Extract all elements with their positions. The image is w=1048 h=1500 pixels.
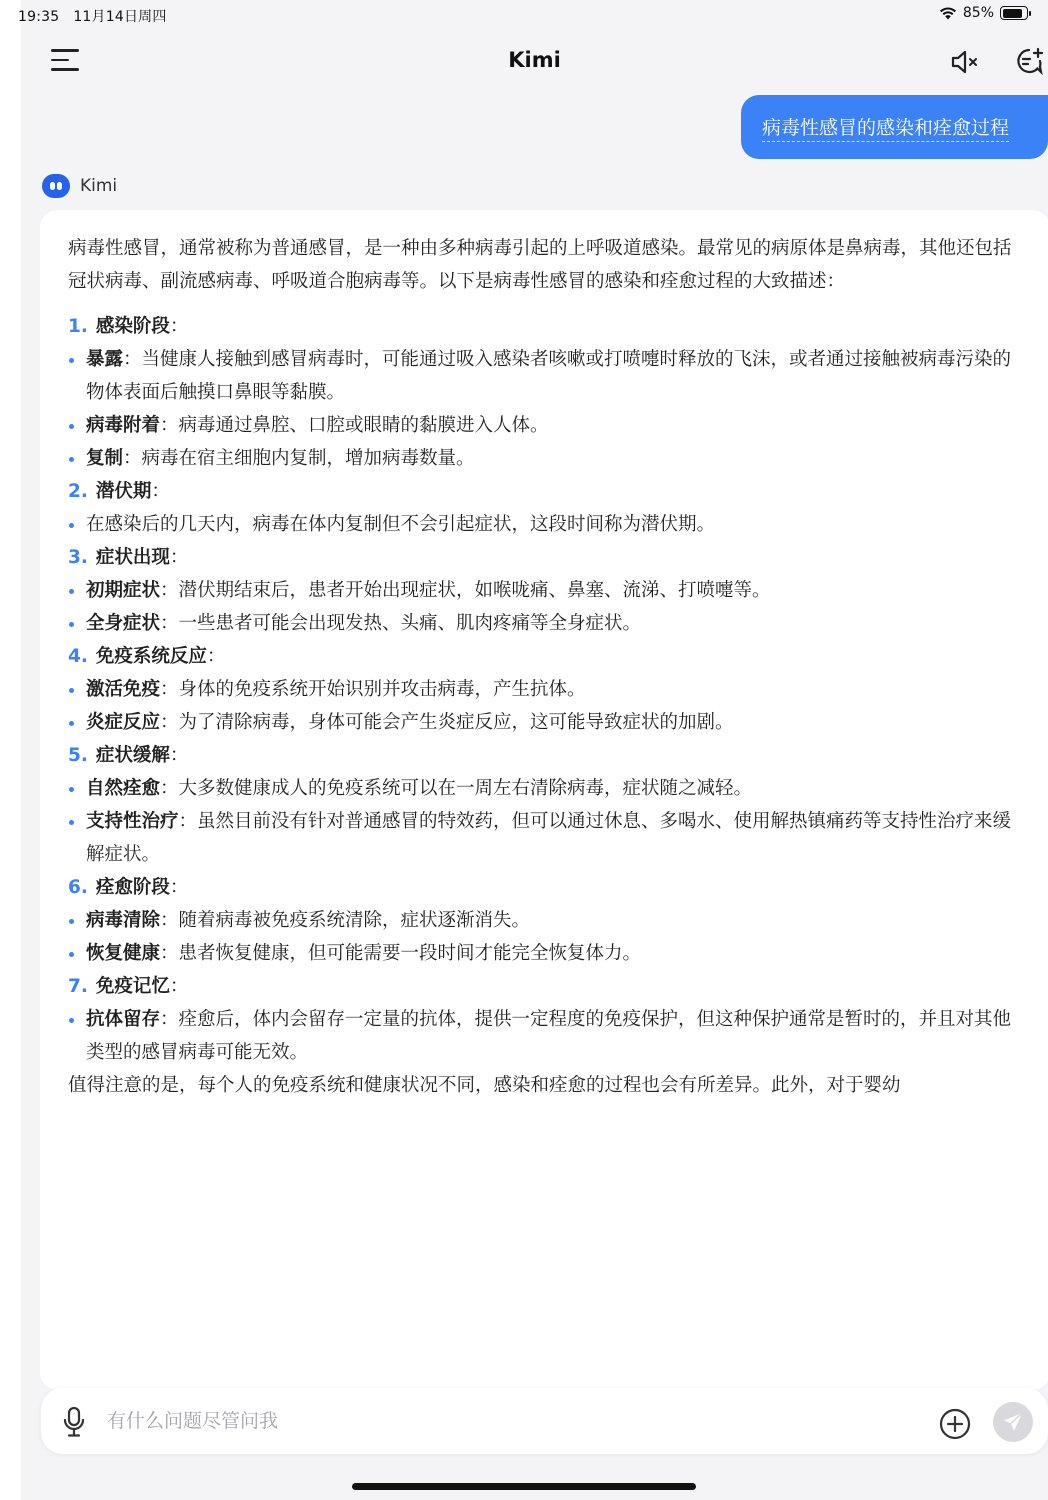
section-number: 2.: [68, 481, 88, 502]
bullet-text: 病毒通过鼻腔、口腔或眼睛的黏膜进入人体。: [178, 415, 549, 436]
battery-icon: [1000, 6, 1028, 20]
bullet-colon: ：: [160, 613, 179, 634]
section-title-text: 感染阶段: [95, 316, 170, 337]
section-colon: ：: [206, 646, 226, 667]
bullet-text: 一些患者可能会出现发热、头痛、肌肉疼痛等全身症状。: [178, 613, 642, 634]
bullet-term: 炎症反应: [86, 712, 161, 733]
bullet-text: 虽然目前没有针对普通感冒的特效药，但可以通过休息、多喝水、使用解热镇痛药等支持性治疗来缓解症状。: [86, 811, 1012, 865]
battery-fill: [1003, 9, 1023, 18]
section-title-text: 症状出现: [95, 547, 170, 568]
status-right: [939, 5, 1028, 21]
bullet-text: 潜伏期结束后，患者开始出现症状，如喉咙痛、鼻塞、流涕、打喷嚏等。: [178, 580, 771, 601]
bullet-item: [68, 805, 1023, 871]
bullet-term: 自然痊愈: [86, 778, 161, 799]
user-message-text: 病毒性感冒的感染和痊愈过程: [762, 117, 1009, 142]
section-number: 6.: [68, 877, 88, 898]
page-title: Kimi: [508, 48, 561, 72]
section-title: [68, 640, 1023, 673]
section-colon: ：: [151, 481, 170, 502]
section-title: [68, 970, 1023, 1003]
section-title: [68, 475, 1023, 508]
bullet-item: [68, 904, 1023, 937]
section-number: 5.: [68, 745, 88, 766]
top-navigation-bar: [21, 30, 1048, 92]
send-button[interactable]: [993, 1402, 1033, 1442]
bullet-term: 病毒附着: [86, 415, 161, 436]
bullet-colon: ：: [160, 910, 179, 931]
bullet-term: 抗体留存: [86, 1009, 161, 1030]
home-indicator: [352, 1483, 696, 1490]
answer-content: [68, 232, 1023, 1102]
section-number: 1.: [68, 316, 88, 337]
section-colon: ：: [169, 976, 189, 997]
section-title-text: 免疫系统反应: [95, 646, 207, 667]
bullet-colon: ：: [160, 712, 179, 733]
bullet-item: [68, 343, 1023, 409]
status-time: 19:35: [18, 9, 60, 25]
section-title: [68, 310, 1023, 343]
bullet-item: [68, 607, 1023, 640]
assistant-label: [42, 173, 117, 199]
chat-input-bar: [41, 1388, 1048, 1454]
bullet-colon: ：: [160, 679, 179, 700]
bullet-item: [68, 772, 1023, 805]
bullet-colon: ：: [178, 811, 198, 832]
bullet-text: 病毒在宿主细胞内复制，增加病毒数量。: [141, 448, 475, 469]
bullet-text: 大多数健康成人的免疫系统可以在一周左右清除病毒，症状随之减轻。: [178, 778, 753, 799]
section-number: 4.: [68, 646, 88, 667]
bullet-item: [68, 442, 1023, 475]
bullet-text: 在感染后的几天内，病毒在体内复制但不会引起症状，这段时间称为潜伏期。: [86, 514, 716, 535]
section-number: 7.: [68, 976, 88, 997]
bullet-term: 初期症状: [86, 580, 161, 601]
assistant-answer-card: [40, 210, 1048, 1390]
bullet-colon: ：: [160, 415, 179, 436]
chat-input[interactable]: [107, 1400, 927, 1442]
bullet-item: [68, 574, 1023, 607]
section-colon: ：: [169, 547, 189, 568]
bullet-term: 复制: [86, 448, 124, 469]
bullet-item: [68, 409, 1023, 442]
section-number: 3.: [68, 547, 88, 568]
section-title-text: 免疫记忆: [95, 976, 170, 997]
left-edge-strip: [0, 0, 21, 1500]
section-title: [68, 871, 1023, 904]
bullet-colon: ：: [123, 448, 142, 469]
bullet-text: 身体的免疫系统开始识别并攻击病毒，产生抗体。: [178, 679, 586, 700]
bullet-term: 支持性治疗: [86, 811, 179, 832]
section-title-text: 痊愈阶段: [95, 877, 170, 898]
bullet-term: 恢复健康: [86, 943, 161, 964]
answer-outro: 值得注意的是，每个人的免疫系统和健康状况不同，感染和痊愈的过程也会有所差异。此外，对于婴幼: [68, 1075, 901, 1096]
speaker-muted-icon[interactable]: [949, 48, 979, 76]
section-title: [68, 541, 1023, 574]
bullet-term: 激活免疫: [86, 679, 161, 700]
bullet-colon: ：: [160, 580, 179, 601]
section-title: [68, 739, 1023, 772]
bullet-item: [68, 1003, 1023, 1069]
assistant-name: Kimi: [80, 176, 118, 196]
bullet-text: 患者恢复健康，但可能需要一段时间才能完全恢复体力。: [178, 943, 642, 964]
bullet-text: 随着病毒被免疫系统清除，症状逐渐消失。: [178, 910, 531, 931]
bullet-term: 暴露: [86, 349, 124, 370]
status-time-date: [18, 6, 167, 26]
bullet-item: [68, 673, 1023, 706]
bullet-text: 当健康人接触到感冒病毒时，可能通过吸入感染者咳嗽或打喷嚏时释放的飞沫，或者通过接触被病毒污染的物体表面后触摸口鼻眼等黏膜。: [86, 349, 1012, 403]
bullet-term: 病毒清除: [86, 910, 161, 931]
status-date: 11月14日周四: [73, 9, 167, 25]
section-title-text: 潜伏期: [95, 481, 152, 502]
bullet-item: [68, 937, 1023, 970]
bullet-colon: ：: [160, 943, 179, 964]
section-title-text: 症状缓解: [95, 745, 170, 766]
status-bar: [0, 0, 1048, 30]
bullet-colon: ：: [123, 349, 142, 370]
battery-percent: 85%: [962, 5, 994, 21]
bullet-text: 为了清除病毒，身体可能会产生炎症反应，这可能导致症状的加剧。: [178, 712, 734, 733]
bullet-colon: ：: [160, 1009, 179, 1030]
bullet-term: 全身症状: [86, 613, 161, 634]
bullet-text: 痊愈后，体内会留存一定量的抗体，提供一定程度的免疫保护，但这种保护通常是暂时的，并且对其他类型的感冒病毒可能无效。: [86, 1009, 1012, 1063]
add-attachment-icon[interactable]: [939, 1408, 971, 1440]
section-colon: ：: [169, 316, 189, 337]
bullet-item: [68, 508, 1023, 541]
kimi-avatar-icon: [42, 174, 70, 198]
section-colon: ：: [169, 745, 189, 766]
section-colon: ：: [169, 877, 189, 898]
answer-intro: 病毒性感冒，通常被称为普通感冒，是一种由多种病毒引起的上呼吸道感染。最常见的病原体是鼻病毒，其他还包括冠状病毒、副流感病毒、呼吸道合胞病毒等。以下是病毒性感冒的感染和痊愈过程的大致描述：: [68, 238, 1012, 292]
answer-sections: [68, 310, 1023, 1069]
bullet-item: [68, 706, 1023, 739]
send-icon: [1002, 1411, 1024, 1433]
microphone-icon[interactable]: [61, 1406, 87, 1438]
new-chat-icon[interactable]: [1014, 46, 1044, 76]
bullet-colon: ：: [160, 778, 179, 799]
user-message-bubble[interactable]: [741, 95, 1048, 159]
wifi-icon: [939, 6, 957, 20]
